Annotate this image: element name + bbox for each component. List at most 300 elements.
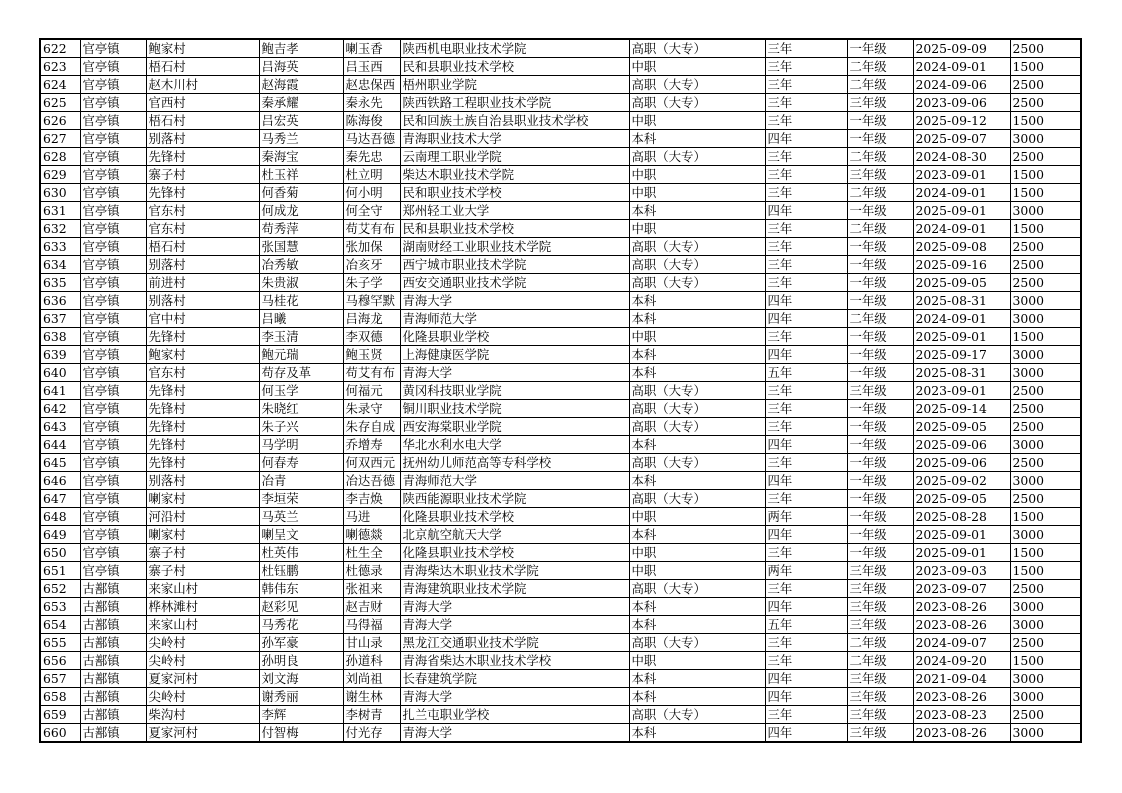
cell-village: 尖岭村 [146,634,259,652]
cell-guardian-name: 吕玉西 [343,58,400,76]
cell-amount: 2500 [1010,454,1081,472]
cell-town: 官亭镇 [80,76,146,94]
cell-village: 别落村 [146,256,259,274]
cell-index: 626 [40,112,80,130]
table-row [40,490,1081,508]
cell-guardian-name: 苟艾有布 [343,220,400,238]
cell-enroll-date: 2024-09-07 [913,634,1010,652]
cell-guardian-name: 朱存自成 [343,418,400,436]
cell-education-level: 高职（大专） [629,76,765,94]
cell-school: 民和回族土族自治县职业技术学校 [400,112,629,130]
table-row [40,652,1081,670]
cell-enroll-date: 2025-09-01 [913,526,1010,544]
cell-enroll-date: 2025-09-01 [913,328,1010,346]
cell-enroll-date: 2025-09-14 [913,400,1010,418]
cell-town: 官亭镇 [80,472,146,490]
cell-town: 古鄯镇 [80,670,146,688]
cell-village: 先锋村 [146,184,259,202]
cell-town: 官亭镇 [80,364,146,382]
cell-town: 古鄯镇 [80,706,146,724]
cell-grade: 三年级 [847,724,913,743]
cell-duration: 三年 [765,274,847,292]
cell-guardian-name: 谢生林 [343,688,400,706]
cell-town: 官亭镇 [80,220,146,238]
cell-enroll-date: 2023-09-01 [913,166,1010,184]
cell-enroll-date: 2021-09-04 [913,670,1010,688]
cell-duration: 三年 [765,652,847,670]
cell-village: 官东村 [146,202,259,220]
cell-village: 官西村 [146,94,259,112]
cell-index: 646 [40,472,80,490]
cell-guardian-name: 朱录守 [343,400,400,418]
cell-town: 古鄯镇 [80,688,146,706]
table-row [40,436,1081,454]
cell-grade: 一年级 [847,238,913,256]
cell-education-level: 本科 [629,688,765,706]
cell-education-level: 本科 [629,472,765,490]
cell-duration: 三年 [765,58,847,76]
cell-school: 青海建筑职业技术学院 [400,580,629,598]
cell-amount: 3000 [1010,364,1081,382]
cell-duration: 四年 [765,436,847,454]
cell-grade: 二年级 [847,634,913,652]
cell-student-name: 杜英伟 [259,544,343,562]
cell-index: 650 [40,544,80,562]
cell-student-name: 付智梅 [259,724,343,743]
cell-enroll-date: 2024-08-30 [913,148,1010,166]
cell-education-level: 中职 [629,220,765,238]
cell-education-level: 本科 [629,598,765,616]
cell-student-name: 杜钰鹏 [259,562,343,580]
cell-education-level: 高职（大专） [629,238,765,256]
cell-amount: 2500 [1010,400,1081,418]
cell-index: 657 [40,670,80,688]
cell-student-name: 李玉清 [259,328,343,346]
cell-village: 夏家河村 [146,670,259,688]
cell-amount: 3000 [1010,346,1081,364]
cell-guardian-name: 李双德 [343,328,400,346]
cell-index: 656 [40,652,80,670]
cell-grade: 一年级 [847,418,913,436]
cell-duration: 三年 [765,382,847,400]
cell-duration: 三年 [765,580,847,598]
cell-village: 先锋村 [146,436,259,454]
cell-town: 官亭镇 [80,274,146,292]
cell-amount: 3000 [1010,724,1081,743]
cell-student-name: 赵海霞 [259,76,343,94]
cell-village: 寨子村 [146,544,259,562]
cell-guardian-name: 何全守 [343,202,400,220]
table-row [40,202,1081,220]
cell-enroll-date: 2025-09-06 [913,454,1010,472]
table-row [40,526,1081,544]
cell-education-level: 高职（大专） [629,39,765,58]
cell-enroll-date: 2024-09-01 [913,220,1010,238]
cell-index: 638 [40,328,80,346]
cell-amount: 1500 [1010,58,1081,76]
cell-grade: 二年级 [847,220,913,238]
cell-duration: 三年 [765,220,847,238]
cell-enroll-date: 2025-09-07 [913,130,1010,148]
cell-town: 古鄯镇 [80,598,146,616]
table-row [40,274,1081,292]
cell-student-name: 鲍吉孝 [259,39,343,58]
cell-enroll-date: 2025-09-05 [913,274,1010,292]
cell-index: 624 [40,76,80,94]
cell-village: 先锋村 [146,400,259,418]
table-row [40,418,1081,436]
cell-enroll-date: 2025-09-06 [913,436,1010,454]
cell-grade: 一年级 [847,274,913,292]
cell-village: 鲍家村 [146,346,259,364]
cell-duration: 三年 [765,490,847,508]
cell-village: 来家山村 [146,580,259,598]
cell-town: 古鄯镇 [80,634,146,652]
cell-school: 青海大学 [400,724,629,743]
cell-grade: 三年级 [847,562,913,580]
cell-school: 云南理工职业学院 [400,148,629,166]
cell-school: 民和职业技术学校 [400,184,629,202]
cell-duration: 四年 [765,310,847,328]
cell-index: 647 [40,490,80,508]
cell-amount: 2500 [1010,94,1081,112]
cell-town: 官亭镇 [80,328,146,346]
cell-guardian-name: 张加保 [343,238,400,256]
cell-duration: 两年 [765,562,847,580]
cell-index: 636 [40,292,80,310]
cell-index: 643 [40,418,80,436]
cell-enroll-date: 2025-08-31 [913,364,1010,382]
cell-duration: 三年 [765,418,847,436]
cell-student-name: 孙军豪 [259,634,343,652]
cell-index: 648 [40,508,80,526]
cell-index: 634 [40,256,80,274]
cell-town: 官亭镇 [80,166,146,184]
cell-duration: 四年 [765,292,847,310]
table-row [40,724,1081,743]
cell-school: 西安交通职业技术学院 [400,274,629,292]
table-row [40,148,1081,166]
cell-student-name: 马桂花 [259,292,343,310]
cell-enroll-date: 2025-09-05 [913,490,1010,508]
cell-town: 官亭镇 [80,544,146,562]
cell-village: 先锋村 [146,148,259,166]
cell-town: 官亭镇 [80,418,146,436]
cell-student-name: 冶青 [259,472,343,490]
cell-index: 629 [40,166,80,184]
cell-school: 民和县职业技术学校 [400,220,629,238]
cell-education-level: 本科 [629,616,765,634]
cell-school: 梧州职业学院 [400,76,629,94]
cell-enroll-date: 2025-09-12 [913,112,1010,130]
cell-town: 官亭镇 [80,400,146,418]
cell-town: 古鄯镇 [80,616,146,634]
cell-amount: 1500 [1010,184,1081,202]
cell-school: 华北水利水电大学 [400,436,629,454]
cell-index: 628 [40,148,80,166]
cell-student-name: 马秀兰 [259,130,343,148]
cell-grade: 一年级 [847,112,913,130]
cell-amount: 1500 [1010,562,1081,580]
cell-amount: 2500 [1010,706,1081,724]
cell-education-level: 高职（大专） [629,580,765,598]
cell-enroll-date: 2023-08-26 [913,724,1010,743]
cell-school: 青海职业技术大学 [400,130,629,148]
cell-amount: 3000 [1010,310,1081,328]
cell-student-name: 何春寿 [259,454,343,472]
cell-guardian-name: 马达吾德 [343,130,400,148]
cell-index: 623 [40,58,80,76]
cell-index: 649 [40,526,80,544]
cell-index: 627 [40,130,80,148]
cell-education-level: 本科 [629,364,765,382]
cell-student-name: 吕宏英 [259,112,343,130]
cell-education-level: 高职（大专） [629,382,765,400]
table-row [40,400,1081,418]
cell-guardian-name: 马进 [343,508,400,526]
cell-school: 柴达木职业技术学院 [400,166,629,184]
cell-town: 官亭镇 [80,454,146,472]
cell-guardian-name: 马得福 [343,616,400,634]
cell-school: 长春建筑学院 [400,670,629,688]
table-row [40,112,1081,130]
cell-amount: 2500 [1010,634,1081,652]
cell-school: 西安海棠职业学院 [400,418,629,436]
cell-guardian-name: 喇玉香 [343,39,400,58]
cell-student-name: 苟秀萍 [259,220,343,238]
cell-enroll-date: 2023-08-26 [913,598,1010,616]
cell-enroll-date: 2023-08-23 [913,706,1010,724]
table-row [40,562,1081,580]
cell-index: 630 [40,184,80,202]
cell-duration: 五年 [765,364,847,382]
cell-duration: 四年 [765,598,847,616]
cell-school: 陕西能源职业技术学院 [400,490,629,508]
cell-village: 别落村 [146,472,259,490]
cell-town: 古鄯镇 [80,580,146,598]
cell-student-name: 冶秀敏 [259,256,343,274]
cell-education-level: 本科 [629,310,765,328]
cell-grade: 二年级 [847,184,913,202]
cell-grade: 三年级 [847,616,913,634]
table-row [40,94,1081,112]
cell-student-name: 韩伟东 [259,580,343,598]
cell-town: 官亭镇 [80,184,146,202]
cell-enroll-date: 2024-09-01 [913,184,1010,202]
table-row [40,346,1081,364]
cell-town: 官亭镇 [80,310,146,328]
cell-index: 644 [40,436,80,454]
cell-village: 别落村 [146,130,259,148]
cell-education-level: 本科 [629,724,765,743]
cell-village: 先锋村 [146,328,259,346]
cell-education-level: 中职 [629,184,765,202]
cell-guardian-name: 冶亥牙 [343,256,400,274]
cell-guardian-name: 孙道科 [343,652,400,670]
cell-student-name: 鲍元瑞 [259,346,343,364]
cell-education-level: 本科 [629,130,765,148]
cell-index: 625 [40,94,80,112]
cell-school: 青海大学 [400,616,629,634]
cell-duration: 三年 [765,454,847,472]
cell-enroll-date: 2024-09-06 [913,76,1010,94]
cell-village: 夏家河村 [146,724,259,743]
cell-education-level: 高职（大专） [629,148,765,166]
cell-amount: 1500 [1010,328,1081,346]
cell-village: 寨子村 [146,562,259,580]
cell-town: 官亭镇 [80,112,146,130]
cell-town: 官亭镇 [80,346,146,364]
cell-education-level: 中职 [629,58,765,76]
cell-grade: 一年级 [847,130,913,148]
cell-amount: 3000 [1010,598,1081,616]
cell-education-level: 中职 [629,562,765,580]
cell-town: 官亭镇 [80,256,146,274]
cell-student-name: 马英兰 [259,508,343,526]
table-row [40,544,1081,562]
cell-duration: 三年 [765,94,847,112]
cell-education-level: 高职（大专） [629,94,765,112]
cell-grade: 一年级 [847,472,913,490]
cell-index: 622 [40,39,80,58]
table-row [40,238,1081,256]
cell-guardian-name: 乔增寿 [343,436,400,454]
cell-grade: 三年级 [847,94,913,112]
cell-education-level: 本科 [629,346,765,364]
cell-grade: 二年级 [847,148,913,166]
cell-school: 化隆县职业学校 [400,328,629,346]
cell-village: 先锋村 [146,418,259,436]
cell-town: 古鄯镇 [80,652,146,670]
cell-grade: 三年级 [847,580,913,598]
cell-guardian-name: 喇德燚 [343,526,400,544]
cell-enroll-date: 2024-09-01 [913,310,1010,328]
cell-enroll-date: 2023-08-26 [913,688,1010,706]
cell-education-level: 本科 [629,436,765,454]
cell-education-level: 高职（大专） [629,706,765,724]
cell-guardian-name: 鲍玉贤 [343,346,400,364]
cell-grade: 一年级 [847,292,913,310]
cell-education-level: 高职（大专） [629,490,765,508]
cell-town: 官亭镇 [80,436,146,454]
cell-school: 湖南财经工业职业技术学院 [400,238,629,256]
cell-school: 陕西铁路工程职业技术学院 [400,94,629,112]
cell-grade: 一年级 [847,400,913,418]
cell-student-name: 何香菊 [259,184,343,202]
cell-guardian-name: 杜立明 [343,166,400,184]
cell-village: 官东村 [146,364,259,382]
cell-amount: 2500 [1010,148,1081,166]
cell-grade: 三年级 [847,670,913,688]
cell-amount: 3000 [1010,472,1081,490]
cell-amount: 1500 [1010,652,1081,670]
cell-amount: 1500 [1010,544,1081,562]
cell-town: 官亭镇 [80,39,146,58]
table-row [40,39,1081,58]
cell-enroll-date: 2023-09-03 [913,562,1010,580]
cell-enroll-date: 2025-09-01 [913,544,1010,562]
table-row [40,616,1081,634]
table-row [40,76,1081,94]
table-row [40,580,1081,598]
student-aid-table [39,38,1082,743]
cell-guardian-name: 付光存 [343,724,400,743]
table-row [40,256,1081,274]
cell-duration: 两年 [765,508,847,526]
table-row [40,634,1081,652]
cell-enroll-date: 2025-09-17 [913,346,1010,364]
cell-student-name: 李辉 [259,706,343,724]
cell-student-name: 杜玉祥 [259,166,343,184]
cell-grade: 三年级 [847,688,913,706]
cell-amount: 2500 [1010,418,1081,436]
cell-amount: 2500 [1010,382,1081,400]
cell-education-level: 本科 [629,670,765,688]
cell-amount: 1500 [1010,508,1081,526]
cell-town: 官亭镇 [80,202,146,220]
cell-guardian-name: 何小明 [343,184,400,202]
cell-guardian-name: 甘山录 [343,634,400,652]
cell-enroll-date: 2025-09-16 [913,256,1010,274]
cell-student-name: 秦承耀 [259,94,343,112]
cell-grade: 二年级 [847,76,913,94]
cell-school: 北京航空航天大学 [400,526,629,544]
cell-amount: 2500 [1010,580,1081,598]
cell-enroll-date: 2025-09-05 [913,418,1010,436]
cell-guardian-name: 冶达吾德 [343,472,400,490]
cell-index: 633 [40,238,80,256]
cell-town: 官亭镇 [80,292,146,310]
cell-village: 前进村 [146,274,259,292]
cell-school: 铜川职业技术学院 [400,400,629,418]
cell-student-name: 朱贵淑 [259,274,343,292]
cell-education-level: 本科 [629,526,765,544]
cell-school: 青海大学 [400,364,629,382]
cell-amount: 3000 [1010,616,1081,634]
cell-education-level: 高职（大专） [629,256,765,274]
cell-education-level: 中职 [629,112,765,130]
cell-student-name: 秦海宝 [259,148,343,166]
table-row [40,706,1081,724]
cell-duration: 三年 [765,184,847,202]
cell-student-name: 马秀花 [259,616,343,634]
table-row [40,382,1081,400]
table-row [40,508,1081,526]
cell-index: 635 [40,274,80,292]
cell-guardian-name: 杜德录 [343,562,400,580]
cell-student-name: 赵彩见 [259,598,343,616]
cell-index: 655 [40,634,80,652]
cell-education-level: 本科 [629,202,765,220]
cell-guardian-name: 马穆罕默 [343,292,400,310]
cell-enroll-date: 2025-09-02 [913,472,1010,490]
cell-guardian-name: 苟艾有布 [343,364,400,382]
cell-enroll-date: 2023-09-01 [913,382,1010,400]
cell-duration: 三年 [765,634,847,652]
cell-amount: 1500 [1010,220,1081,238]
cell-duration: 三年 [765,148,847,166]
cell-town: 官亭镇 [80,58,146,76]
cell-index: 641 [40,382,80,400]
cell-enroll-date: 2023-09-06 [913,94,1010,112]
cell-village: 别落村 [146,292,259,310]
cell-village: 尖岭村 [146,688,259,706]
cell-student-name: 马学明 [259,436,343,454]
cell-village: 鲍家村 [146,39,259,58]
cell-guardian-name: 李吉焕 [343,490,400,508]
cell-enroll-date: 2025-08-31 [913,292,1010,310]
cell-education-level: 高职（大专） [629,418,765,436]
